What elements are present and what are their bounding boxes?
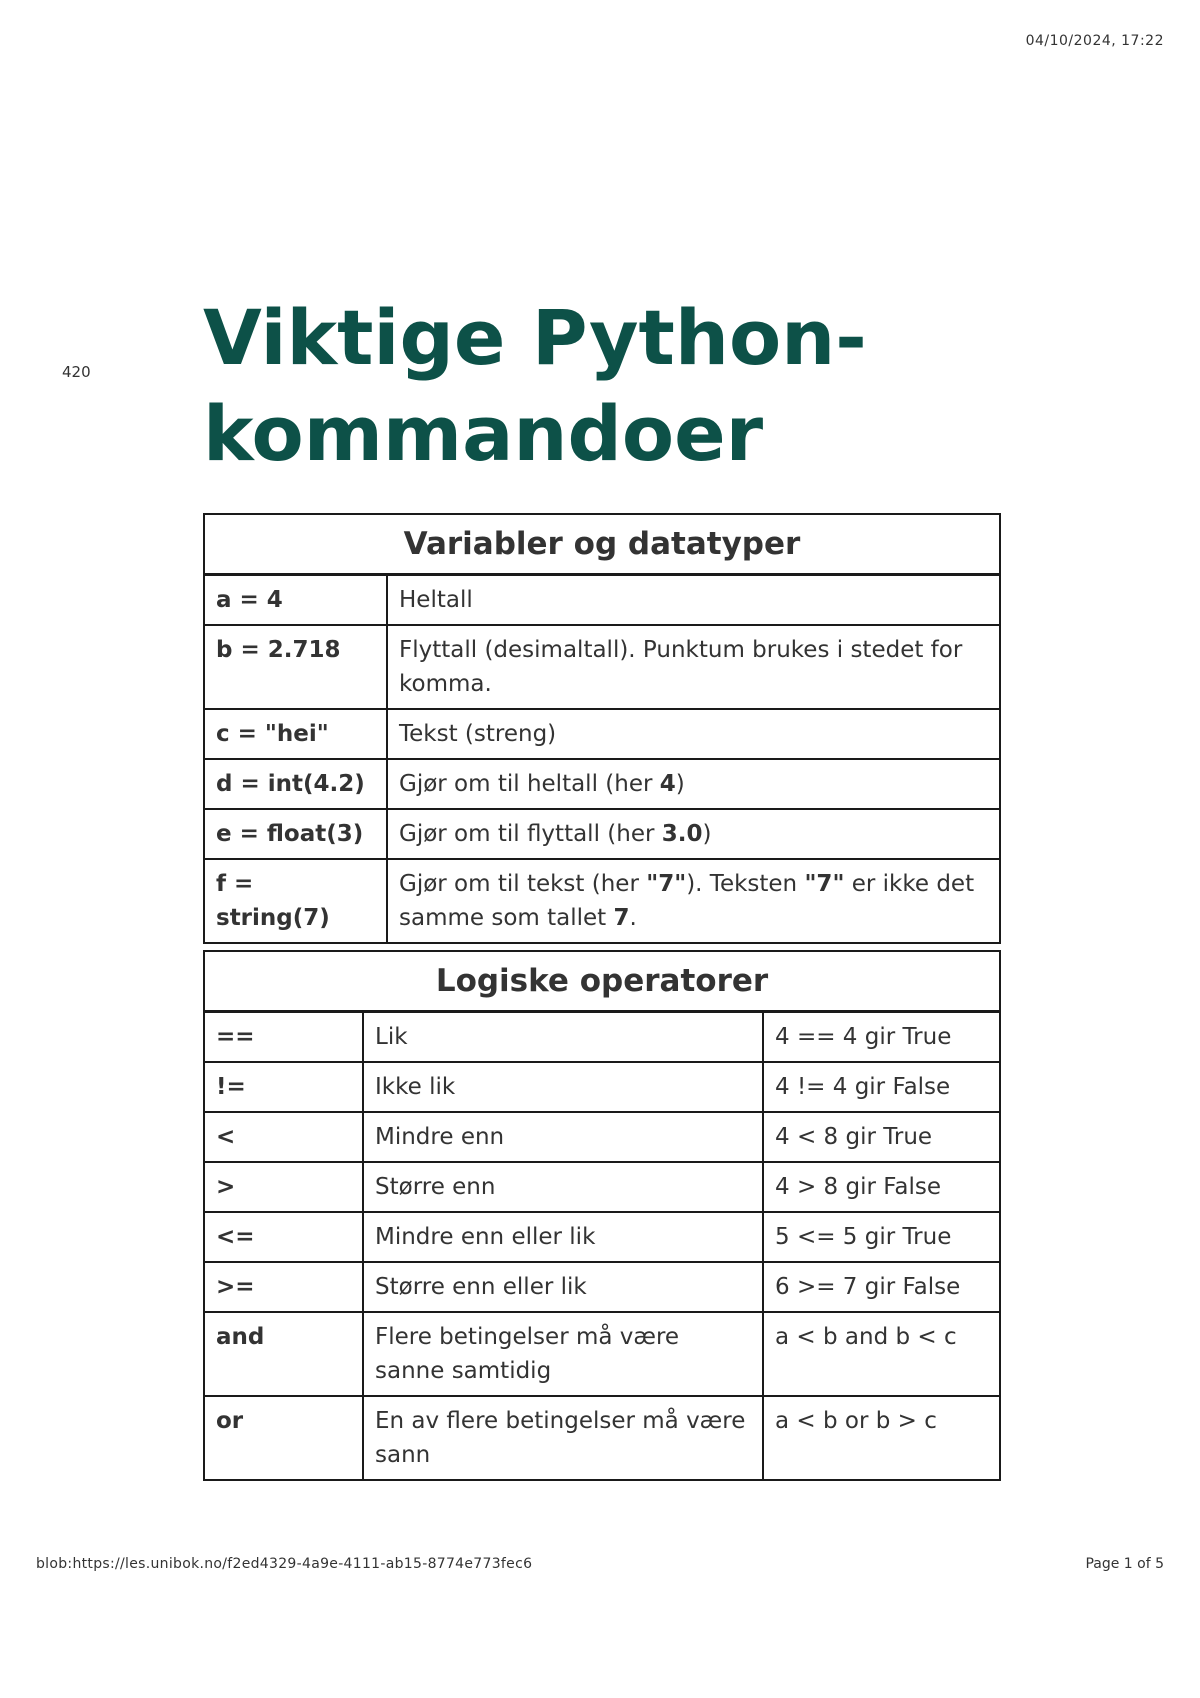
example-cell: 6 >= 7 gir False (763, 1262, 1000, 1312)
example-cell: 4 == 4 gir True (763, 1012, 1000, 1063)
operator-cell: != (204, 1062, 363, 1112)
example-cell: 4 < 8 gir True (763, 1112, 1000, 1162)
description-cell: Lik (363, 1012, 763, 1063)
table-row (204, 809, 1000, 859)
description-cell: Større enn (363, 1162, 763, 1212)
operator-cell: >= (204, 1262, 363, 1312)
operators-table-heading: Logiske operatorer (204, 951, 1000, 1012)
operator-cell: < (204, 1112, 363, 1162)
example-cell: 4 != 4 gir False (763, 1062, 1000, 1112)
operator-cell: <= (204, 1212, 363, 1262)
table-row (204, 1162, 1000, 1212)
book-page-number: 420 (62, 363, 91, 381)
table-row (204, 759, 1000, 809)
table-row (204, 625, 1000, 709)
description-cell: Ikke lik (363, 1062, 763, 1112)
example-cell: 5 <= 5 gir True (763, 1212, 1000, 1262)
description-cell: Større enn eller lik (363, 1262, 763, 1312)
operator-cell: > (204, 1162, 363, 1212)
operator-cell: == (204, 1012, 363, 1063)
example-cell: a < b and b < c (763, 1312, 1000, 1396)
table-row (204, 1396, 1000, 1480)
table-row (204, 1112, 1000, 1162)
code-cell: c = "hei" (204, 709, 387, 759)
description-cell: Gjør om til tekst (her "7"). Teksten "7" er ikke det samme som tallet 7. (387, 859, 1000, 943)
code-cell: a = 4 (204, 575, 387, 626)
table-row (204, 1312, 1000, 1396)
description-cell: Flere betingelser må være sanne samtidig (363, 1312, 763, 1396)
table-row (204, 1012, 1000, 1063)
table-row (204, 1262, 1000, 1312)
code-cell: d = int(4.2) (204, 759, 387, 809)
description-cell: En av flere betingelser må være sann (363, 1396, 763, 1480)
page-title: Viktige Python-kommandoer (203, 293, 867, 478)
table-row (204, 859, 1000, 943)
table-row (204, 1062, 1000, 1112)
code-cell: b = 2.718 (204, 625, 387, 709)
operators-table (203, 950, 1001, 1481)
variables-table (203, 513, 1001, 944)
example-cell: 4 > 8 gir False (763, 1162, 1000, 1212)
description-cell: Flyttall (desimaltall). Punktum brukes i stedet for komma. (387, 625, 1000, 709)
description-cell: Gjør om til flyttall (her 3.0) (387, 809, 1000, 859)
description-cell: Tekst (streng) (387, 709, 1000, 759)
description-cell: Mindre enn eller lik (363, 1212, 763, 1262)
description-cell: Mindre enn (363, 1112, 763, 1162)
page-indicator: Page 1 of 5 (1085, 1556, 1164, 1572)
print-datetime: 04/10/2024, 17:22 (1025, 33, 1164, 49)
example-cell: a < b or b > c (763, 1396, 1000, 1480)
table-row (204, 1212, 1000, 1262)
variables-table-heading: Variabler og datatyper (204, 514, 1000, 575)
operator-cell: and (204, 1312, 363, 1396)
code-cell: e = float(3) (204, 809, 387, 859)
code-cell: f = string(7) (204, 859, 387, 943)
table-row (204, 709, 1000, 759)
description-cell: Gjør om til heltall (her 4) (387, 759, 1000, 809)
source-url: blob:https://les.unibok.no/f2ed4329-4a9e-4111-ab15-8774e773fec6 (36, 1556, 533, 1572)
table-row (204, 575, 1000, 626)
operator-cell: or (204, 1396, 363, 1480)
description-cell: Heltall (387, 575, 1000, 626)
